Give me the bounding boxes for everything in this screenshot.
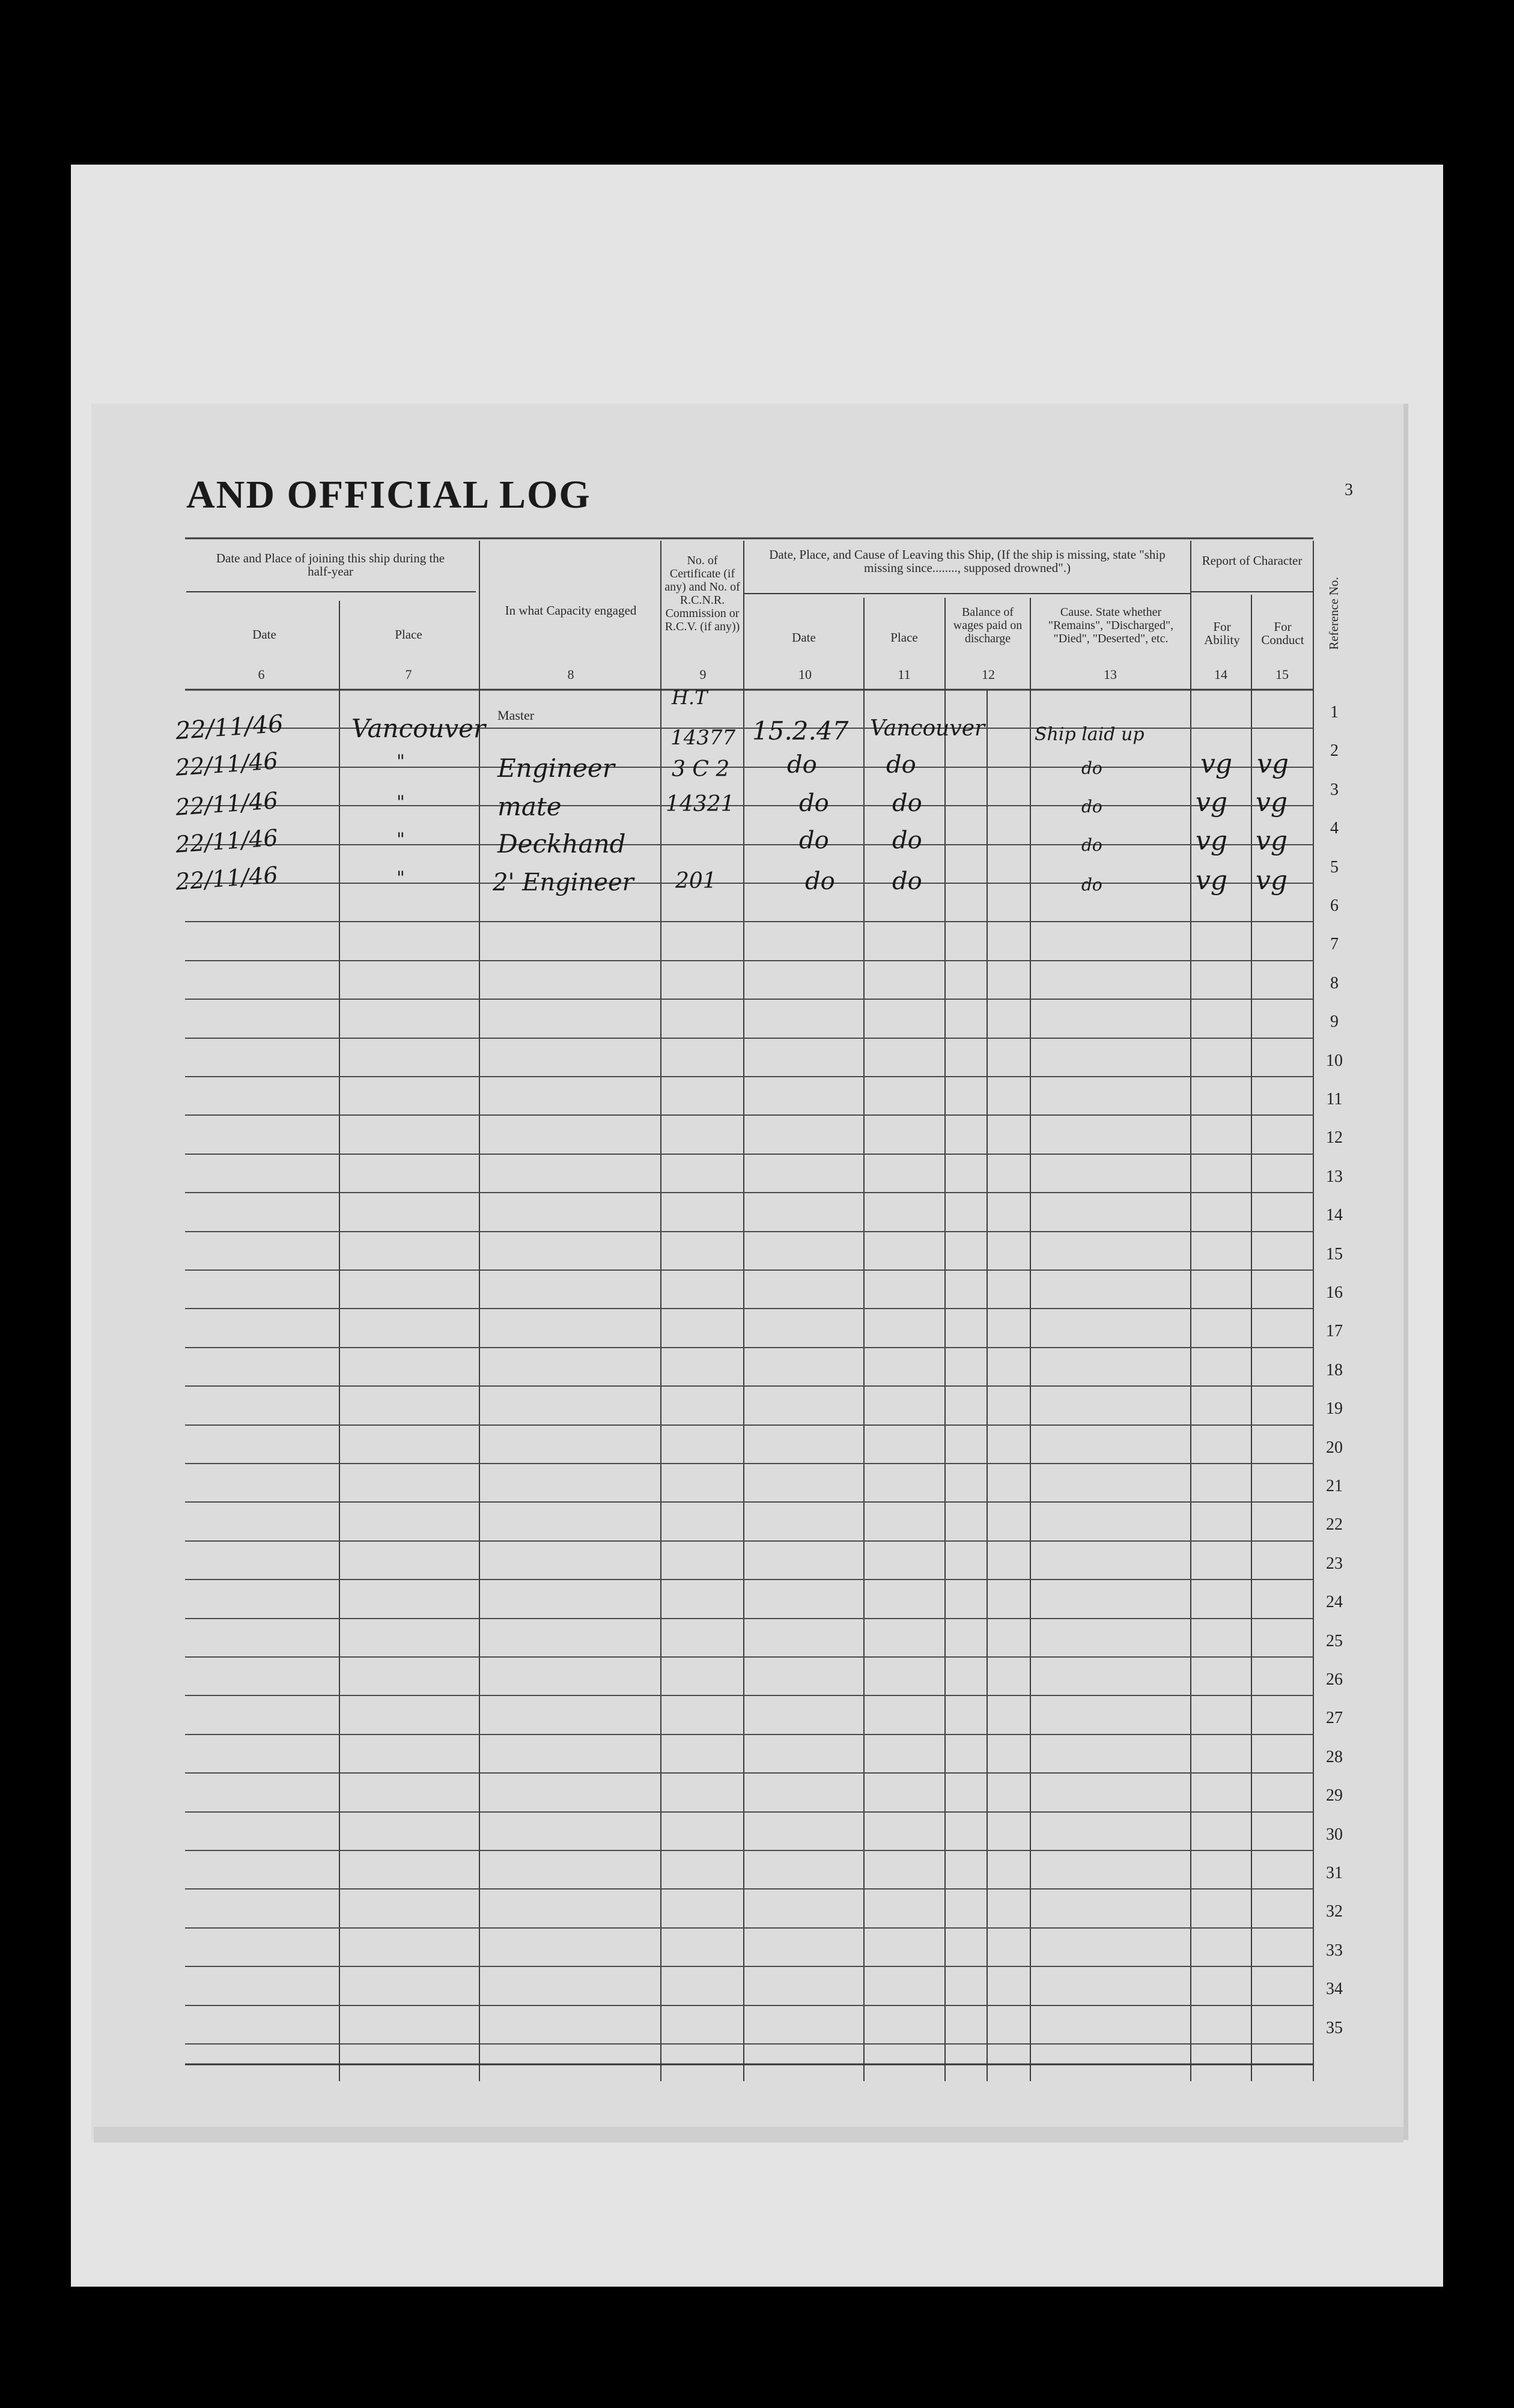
reference-number: 6 [1330, 896, 1339, 915]
reference-number: 14 [1326, 1206, 1343, 1224]
header-capacity: In what Capacity engaged [505, 603, 637, 618]
entry-leave-date: 15.2.47 [752, 716, 849, 746]
reference-number: 19 [1326, 1399, 1343, 1418]
entry-cert: 14321 [666, 792, 735, 816]
reference-number: 24 [1326, 1593, 1343, 1611]
header-reference: Reference No. [1327, 577, 1341, 650]
reference-number: 1 [1330, 703, 1339, 722]
entry-leave-date: do [787, 751, 817, 779]
reference-number: 20 [1326, 1438, 1343, 1457]
entry-capacity: Engineer [497, 753, 615, 783]
entry-leave-date: do [805, 868, 835, 895]
entry-cause: do [1081, 875, 1102, 895]
entry-place: Vancouver [351, 714, 486, 743]
col-number-10: 10 [798, 667, 812, 682]
header-conduct: For Conduct [1261, 619, 1304, 647]
reference-number: 32 [1326, 1902, 1343, 1921]
col-number-6: 6 [258, 667, 265, 682]
entry-conduct: vg [1256, 825, 1288, 856]
col-number-7: 7 [405, 667, 412, 682]
entry-cert-prefix: H.T [672, 686, 708, 709]
col-number-15: 15 [1275, 667, 1289, 682]
reference-number: 15 [1326, 1245, 1343, 1263]
reference-number: 11 [1326, 1090, 1343, 1108]
entry-leave-place: do [892, 827, 922, 854]
reference-number: 35 [1326, 2019, 1343, 2037]
col-number-14: 14 [1214, 667, 1227, 682]
entry-leave-place: do [892, 868, 922, 895]
entry-cause: do [1081, 835, 1102, 855]
entry-ability: vg [1200, 749, 1233, 779]
entry-date: 22/11/46 [174, 787, 279, 821]
entry-date: 22/11/46 [174, 747, 279, 781]
entry-leave-place: do [892, 789, 922, 817]
entry-ability: vg [1196, 787, 1228, 818]
entry-capacity: Master [497, 708, 535, 723]
reference-number: 17 [1326, 1322, 1343, 1340]
entry-place: " [397, 792, 405, 813]
entry-leave-place: Vancouver [870, 716, 985, 741]
entry-cert: 14377 [670, 726, 736, 750]
reference-number: 33 [1326, 1941, 1343, 1960]
entry-cert: 201 [675, 869, 717, 893]
entry-ability: vg [1196, 865, 1228, 896]
reference-number: 29 [1326, 1786, 1343, 1805]
entry-capacity: Deckhand [497, 829, 626, 859]
header-ability: For Ability [1204, 619, 1240, 647]
reference-number: 8 [1330, 974, 1339, 993]
page-number: 3 [1345, 481, 1353, 499]
reference-number: 12 [1326, 1128, 1343, 1147]
header-leave-place: Place [890, 630, 918, 645]
reference-number: 10 [1326, 1051, 1343, 1070]
reference-number: 25 [1326, 1632, 1343, 1650]
reference-number: 4 [1330, 819, 1339, 838]
reference-number: 16 [1326, 1283, 1343, 1302]
reference-number: 30 [1326, 1825, 1343, 1844]
entry-conduct: vg [1257, 749, 1289, 779]
col-number-8: 8 [567, 667, 574, 682]
entry-capacity: 2' Engineer [493, 869, 634, 896]
reference-number: 28 [1326, 1748, 1343, 1766]
reference-number: 3 [1330, 780, 1339, 799]
entry-leave-date: do [799, 789, 829, 817]
entry-date: 22/11/46 [174, 710, 285, 746]
reference-number: 23 [1326, 1554, 1343, 1573]
header-place: Place [395, 627, 422, 642]
entry-ability: vg [1196, 825, 1228, 856]
header-balance: Balance of wages paid on discharge [953, 606, 1023, 645]
reference-number: 13 [1326, 1167, 1343, 1186]
entry-place: " [397, 868, 405, 889]
reference-number: 26 [1326, 1670, 1343, 1689]
entry-leave-place: do [886, 751, 916, 779]
header-certificate: No. of Certificate (if any) and No. of R.C.N.R. Commission or R.C.V. (if any)) [664, 554, 740, 633]
entry-cause: do [1081, 758, 1102, 778]
reference-number: 27 [1326, 1709, 1343, 1727]
header-report-group: Report of Character [1202, 553, 1303, 568]
entry-leave-date: do [799, 827, 829, 854]
reference-number: 7 [1330, 935, 1339, 953]
entry-date: 22/11/46 [174, 824, 279, 858]
reference-number: 34 [1326, 1980, 1343, 1998]
entry-cause: do [1081, 797, 1102, 816]
entry-place: " [397, 829, 405, 850]
header-cause: Cause. State whether "Remains", "Discharged", "Died", "Deserted", etc. [1048, 606, 1174, 645]
entry-place: " [397, 751, 405, 772]
header-leave-date: Date [792, 630, 816, 645]
page-title: AND OFFICIAL LOG [186, 473, 591, 517]
header-leaving-group: Date, Place, and Cause of Leaving this Ship, (If the ship is missing, state "ship missing since........, supposed drowned".) [769, 547, 1166, 575]
entry-cert: 3 C 2 [672, 757, 730, 782]
entry-capacity: mate [497, 792, 562, 821]
reference-number: 21 [1326, 1477, 1343, 1495]
col-number-13: 13 [1104, 667, 1117, 682]
header-date: Date [252, 627, 276, 642]
entry-date: 22/11/46 [174, 862, 279, 895]
reference-number: 2 [1330, 741, 1339, 760]
reference-number: 31 [1326, 1864, 1343, 1882]
col-number-9: 9 [699, 667, 707, 682]
entry-cause: Ship laid up [1035, 724, 1145, 745]
reference-number: 18 [1326, 1361, 1343, 1379]
col-number-11: 11 [898, 667, 911, 682]
reference-number: 9 [1330, 1012, 1339, 1031]
entry-conduct: vg [1256, 787, 1288, 818]
reference-number: 5 [1330, 858, 1339, 877]
header-joining-group: Date and Place of joining this ship during the half-year [216, 551, 445, 579]
reference-number: 22 [1326, 1515, 1343, 1534]
entry-conduct: vg [1256, 865, 1288, 896]
col-number-12: 12 [982, 667, 995, 682]
